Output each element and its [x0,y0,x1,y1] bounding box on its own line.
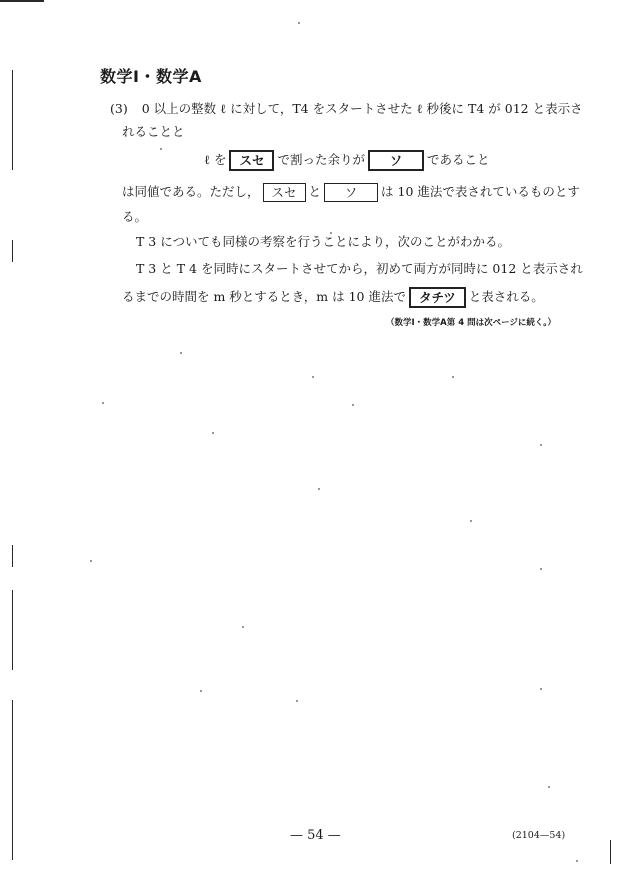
condition-text: で割った余りが [277,152,365,167]
section-title: 数学Ⅰ・数学A [100,67,202,86]
answer-box-tachitsu: タチツ [409,287,466,308]
condition-text: ℓ を [204,152,227,167]
scan-speck [102,402,104,404]
problem-text: 0 以上の整数 ℓ に対して，T4 をスタートさせた ℓ 秒後に T4 が 012 と表示さ [141,101,583,116]
scan-speck [540,688,542,690]
scan-speck [576,860,578,862]
scan-speck [242,626,244,628]
problem-text: は同値である。ただし， [122,184,260,199]
continue-note: （数学Ⅰ・数学A第 4 問は次ページに続く。） [386,318,556,328]
scan-speck [212,432,214,434]
scan-speck [180,352,182,354]
problem-text: と [308,184,322,199]
problem-line-6 [136,233,510,251]
scan-speck [540,444,542,446]
problem-line-5 [122,208,147,226]
answer-box-so-ref: ソ [324,183,378,202]
problem-line-1 [110,100,583,118]
page-number: — 54 — [290,828,341,843]
condition-text: であること [427,152,490,167]
scan-edge-mark [610,840,611,864]
scan-speck [298,22,300,24]
problem-number: (3) [110,101,128,116]
scan-speck [540,568,542,570]
answer-box-suse: スセ [229,150,274,171]
problem-line-7 [136,260,583,278]
problem-text: るまでの時間を m 秒とするとき，m は 10 進法で [122,289,406,304]
condition-line [204,150,490,171]
scan-edge-mark [12,590,13,670]
problem-text: れることと [122,124,185,139]
problem-text: T 3 についても同様の考察を行うことにより，次のことがわかる。 [136,234,510,249]
problem-text: は 10 進法で表されているものとす [381,184,580,199]
scan-speck [352,404,354,406]
answer-box-suse-ref: スセ [263,183,306,202]
problem-text: る。 [122,209,148,224]
scan-speck [318,488,320,490]
page-code: (2104—54) [512,830,566,841]
scan-speck [312,376,314,378]
scan-edge-mark [0,0,44,2]
scan-edge-mark [12,700,13,860]
problem-line-4 [122,183,580,202]
scan-edge-mark [12,240,13,262]
scan-edge-mark [12,70,13,170]
problem-line-2 [122,123,185,141]
problem-text: と表される。 [468,289,544,304]
scan-speck [200,690,202,692]
scan-speck [296,700,298,702]
problem-line-8 [122,287,544,308]
scan-edge-mark [12,545,13,567]
scan-speck [90,560,92,562]
answer-box-so: ソ [368,150,424,171]
problem-text: T 3 と T 4 を同時にスタートさせてから，初めて両方が同時に 012 と表示され [136,261,583,276]
scan-speck [548,786,550,788]
scan-speck [160,148,162,150]
scan-speck [452,376,454,378]
scan-speck [470,520,472,522]
